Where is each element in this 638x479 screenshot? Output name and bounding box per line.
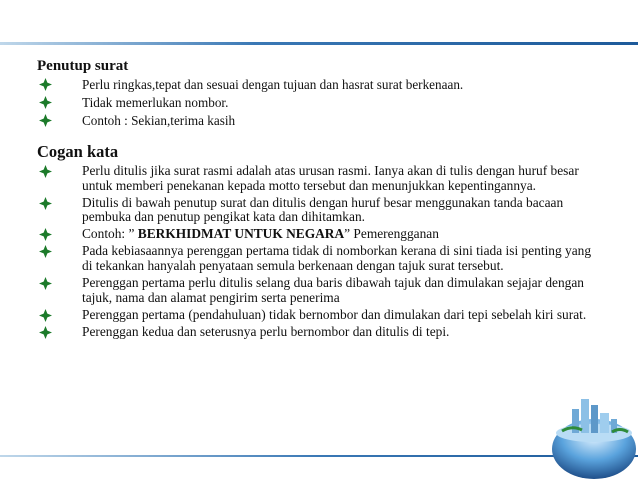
diamond-bullet-icon [39, 197, 52, 210]
diamond-bullet-icon [39, 165, 52, 178]
slide-body [37, 58, 597, 342]
motto-text: BERKHIDMAT UNTUK NEGARA [137, 226, 345, 242]
list-item: Contoh: ” BERKHIDMAT UNTUK NEGARA” Pemerengganan [37, 227, 597, 242]
globe-city-icon [542, 389, 638, 479]
list-item: Perlu ringkas,tepat dan sesuai dengan tujuan dan hasrat surat berkenaan. [37, 77, 597, 92]
diamond-bullet-icon [39, 245, 52, 258]
section-heading-penutup: Penutup surat [37, 58, 129, 74]
diamond-bullet-icon [39, 326, 52, 339]
header-divider [0, 42, 638, 45]
diamond-bullet-icon [39, 277, 52, 290]
list-item: Perenggan pertama perlu ditulis selang dua baris dibawah tajuk dan dimulakan sejajar dengan tajuk, nama dan alamat pengirim serta penerima [37, 276, 597, 305]
diamond-bullet-icon [39, 309, 52, 322]
list-item: Perenggan pertama (pendahuluan) tidak bernombor dan dimulakan dari tepi sebelah kiri surat. [37, 308, 597, 323]
list-item: Perenggan kedua dan seterusnya perlu bernombor dan ditulis di tepi. [37, 325, 597, 340]
list-item: Contoh : Sekian,terima kasih [37, 113, 597, 128]
section-heading-cogan: Cogan kata [37, 142, 119, 161]
diamond-bullet-icon [39, 96, 52, 109]
list-item: Tidak memerlukan nombor. [37, 95, 597, 110]
list-cogan [37, 164, 597, 340]
list-penutup [37, 77, 597, 128]
header-band [0, 0, 638, 44]
diamond-bullet-icon [39, 78, 52, 91]
list-item: Ditulis di bawah penutup surat dan ditulis dengan huruf besar menggunakan tanda bacaan pembuka dan penutup pengikat kata dan dihitamkan. [37, 196, 597, 225]
list-item: Pada kebiasaannya perenggan pertama tidak di nomborkan kerana di sini tiada isi penting yang di tekankan hanyalah penyataan semula berkenaan dengan tajuk surat tersebut. [37, 244, 597, 273]
diamond-bullet-icon [39, 114, 52, 127]
list-item: Perlu ditulis jika surat rasmi adalah atas urusan rasmi. Ianya akan di tulis dengan huruf besar untuk memberi penekanan kepada motto tersebut dan menunjukkan kepentingannya. [37, 164, 597, 193]
diamond-bullet-icon [39, 228, 52, 241]
